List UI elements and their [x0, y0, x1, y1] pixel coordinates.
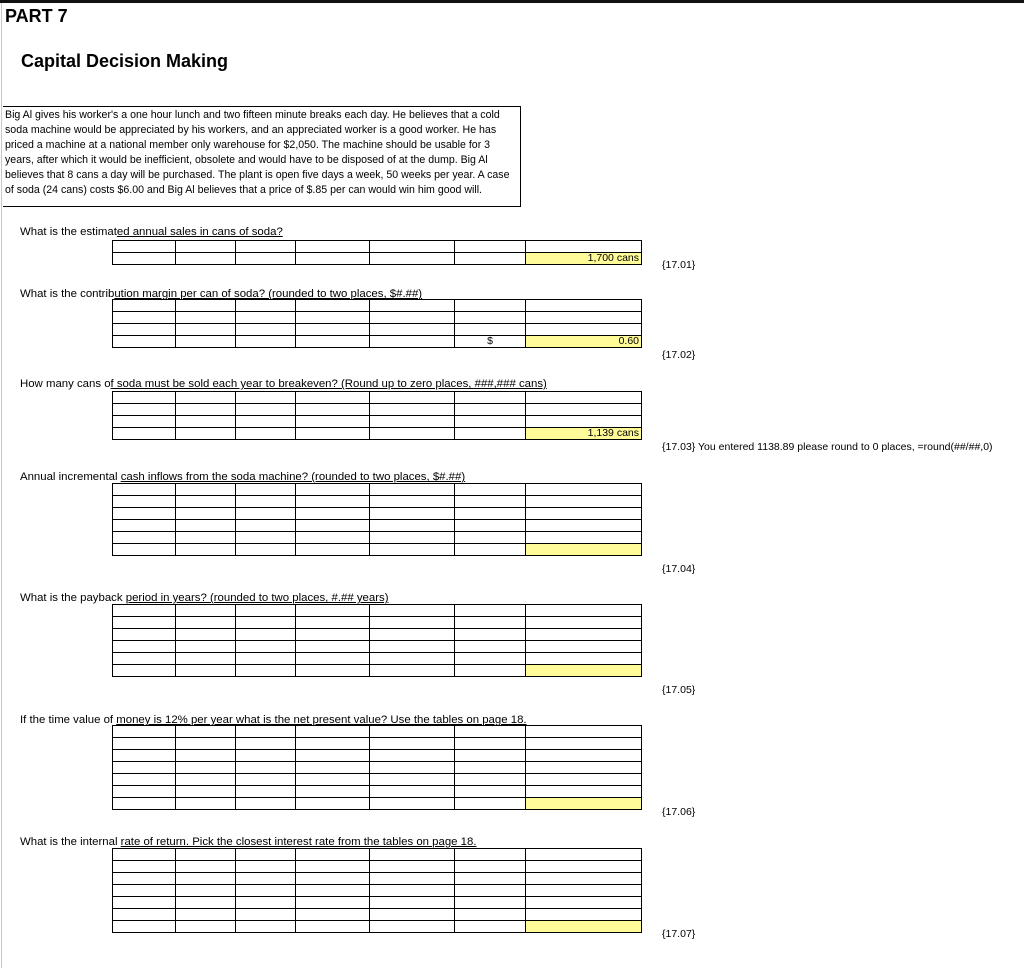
grid-row [113, 392, 642, 404]
reference-17-02: {17.02} [662, 349, 696, 361]
grid-row [113, 544, 642, 556]
grid-row [113, 798, 642, 810]
part-label: PART 7 [5, 6, 68, 26]
currency-cell[interactable] [455, 798, 526, 810]
grid-row [113, 324, 642, 336]
grid-row [113, 849, 642, 861]
worksheet-grid-17-06 [112, 725, 642, 810]
reference-17-05: {17.05} [662, 684, 696, 696]
grid-row [113, 786, 642, 798]
question-17-04: Annual incremental cash inflows from the soda machine? (rounded to two places, $#.##) [20, 471, 466, 483]
answer-cell-17-02[interactable]: 0.60 [526, 336, 642, 348]
reference-17-06: {17.06} [662, 806, 696, 818]
sheet-top-border [0, 0, 1024, 3]
grid-row [113, 665, 642, 677]
grid-row [113, 300, 642, 312]
worksheet-grid-17-04 [112, 483, 642, 556]
grid-row [113, 873, 642, 885]
grid-row [113, 520, 642, 532]
question-17-07: What is the internal rate of return. Pick the closest interest rate from the tables on page 18. [20, 836, 477, 848]
grid-row [113, 484, 642, 496]
currency-cell[interactable] [455, 428, 526, 440]
problem-statement: Big Al gives his worker's a one hour lunch and two fifteen minute breaks each day. He believes that a cold soda machine would be appreciated by his workers, and an appreciated worker is a good worker. He has priced a machine at a national member only warehouse for $2,050. The machine should be usable for 3 years, after which it would be inefficient, obsolete and would have to be disposed of at the dump. Big Al believes that 8 cans a day will be purchased. The plant is open five days a week, 50 weeks per year. A case of soda (24 cans) costs $6.00 and Big Al believes that a price of $.85 per can would win him good will. [3, 106, 521, 207]
grid-row [113, 774, 642, 786]
worksheet-grid-17-01 [112, 240, 642, 265]
answer-cell-17-04[interactable] [526, 544, 642, 556]
currency-cell[interactable] [455, 921, 526, 933]
answer-cell-17-05[interactable] [526, 665, 642, 677]
reference-17-07: {17.07} [662, 928, 696, 940]
grid-row [113, 617, 642, 629]
currency-cell[interactable] [455, 253, 526, 265]
grid-row [113, 312, 642, 324]
grid-row [113, 404, 642, 416]
grid-row [113, 629, 642, 641]
reference-17-01: {17.01} [662, 259, 696, 271]
reference-17-04: {17.04} [662, 563, 696, 575]
question-17-01: What is the estimated annual sales in cans of soda? [20, 226, 283, 238]
worksheet-grid-17-02 [112, 299, 642, 348]
grid-row [113, 750, 642, 762]
grid-row [113, 605, 642, 617]
grid-row [113, 641, 642, 653]
worksheet-grid-17-05 [112, 604, 642, 677]
question-17-05: What is the payback period in years? (rounded to two places, #.## years) [20, 592, 389, 604]
grid-row [113, 897, 642, 909]
grid-row [113, 496, 642, 508]
grid-row [113, 532, 642, 544]
grid-row [113, 909, 642, 921]
grid-row [113, 653, 642, 665]
grid-row [113, 861, 642, 873]
question-17-06: If the time value of money is 12% per year what is the net present value? Use the tables on page 18. [20, 714, 527, 726]
section-title: Capital Decision Making [21, 51, 229, 71]
grid-row [113, 416, 642, 428]
grid-row [113, 921, 642, 933]
worksheet-grid-17-03 [112, 391, 642, 440]
grid-row [113, 428, 642, 440]
grid-row [113, 762, 642, 774]
grid-row [113, 253, 642, 265]
answer-cell-17-01[interactable]: 1,700 cans [526, 253, 642, 265]
answer-cell-17-06[interactable] [526, 798, 642, 810]
grid-row [113, 726, 642, 738]
grid-row [113, 508, 642, 520]
grid-row [113, 885, 642, 897]
answer-cell-17-07[interactable] [526, 921, 642, 933]
question-17-03: How many cans of soda must be sold each year to breakeven? (Round up to zero places, ###,### cans) [20, 378, 547, 390]
currency-cell[interactable]: $ [455, 336, 526, 348]
currency-cell[interactable] [455, 665, 526, 677]
worksheet-grid-17-07 [112, 848, 642, 933]
answer-cell-17-03[interactable]: 1,139 cans [526, 428, 642, 440]
grid-row [113, 738, 642, 750]
question-17-02: What is the contribution margin per can of soda? (rounded to two places, $#.##) [20, 288, 423, 300]
grid-row [113, 336, 642, 348]
currency-cell[interactable] [455, 544, 526, 556]
reference-17-03: {17.03} You entered 1138.89 please round to 0 places, =round(##/##,0) [662, 441, 993, 453]
sheet-left-gridline [1, 3, 2, 968]
grid-row [113, 241, 642, 253]
